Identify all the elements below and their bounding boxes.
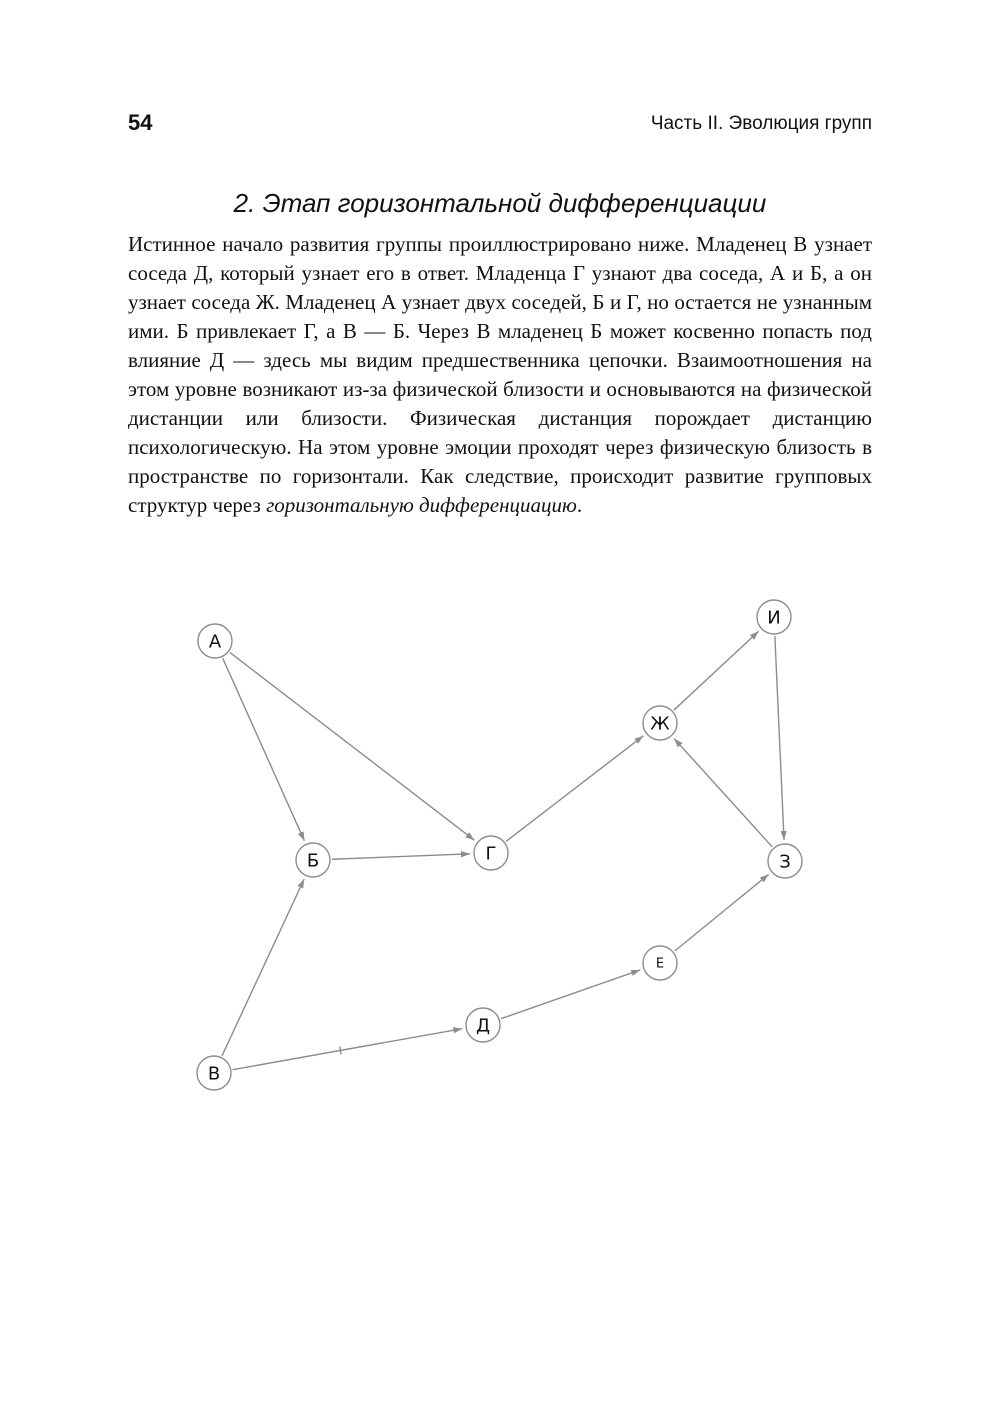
node-label: А <box>208 631 222 653</box>
edge-V-D <box>233 1029 463 1070</box>
mutual-tick-V-D <box>340 1047 341 1055</box>
node-label: Е <box>655 956 665 972</box>
paragraph-main-text: Истинное начало развития группы проиллюстрировано ниже. Младенец В узнает соседа Д, который узнает его в ответ. Младенца Г узнают два соседа, А и Б, а он узнает соседа Ж. Младенец А узнает двух соседей, Б и Г, но остается не узнанным ими. Б привлекает Г, а В — Б. Через В младенец Б может косвенно попасть под влияние Д — здесь мы видим предшественника цепочки. Взаимоотношения на этом уровне возникают из-за физической близости и основываются на физической дистанции или близости. Физическая дистанция порождает дистанцию психологическую. На этом уровне эмоции проходят через физическую близость в пространстве по горизонтали. Как следствие, происходит развитие групповых структур через <box>128 232 872 517</box>
edge-G-Zh <box>506 736 643 842</box>
node-V <box>197 1056 231 1090</box>
node-label: Г <box>485 843 497 865</box>
node-I <box>757 600 791 634</box>
node-Zh <box>643 706 677 740</box>
node-Z <box>768 844 802 878</box>
edge-E-Z <box>675 874 769 951</box>
node-label: И <box>767 607 781 629</box>
diagram-nodes <box>197 600 802 1090</box>
node-label: Ж <box>650 713 670 735</box>
node-label: Б <box>306 850 320 872</box>
node-label: В <box>207 1063 221 1085</box>
node-D <box>466 1008 500 1042</box>
edge-B-G <box>332 854 470 859</box>
edge-Z-Zh <box>674 739 772 847</box>
edge-A-G <box>230 653 474 841</box>
section-title: 2. Этап горизонтальной дифференциации <box>233 188 767 218</box>
edge-D-E <box>501 970 640 1019</box>
paragraph-end: . <box>576 493 583 517</box>
node-B <box>296 843 330 877</box>
node-E <box>643 946 677 980</box>
edge-V-B <box>222 879 304 1056</box>
node-G <box>474 836 508 870</box>
edge-Zh-I <box>674 631 759 710</box>
page-number: 54 <box>128 110 153 135</box>
node-label: З <box>779 851 791 873</box>
edge-I-Z <box>775 636 784 840</box>
running-head: Часть II. Эволюция групп <box>650 113 872 134</box>
edge-A-B <box>223 658 305 840</box>
node-A <box>198 624 232 658</box>
node-label: Д <box>475 1015 491 1037</box>
paragraph-emphasis: горизонтальную дифференциацию <box>266 493 577 517</box>
